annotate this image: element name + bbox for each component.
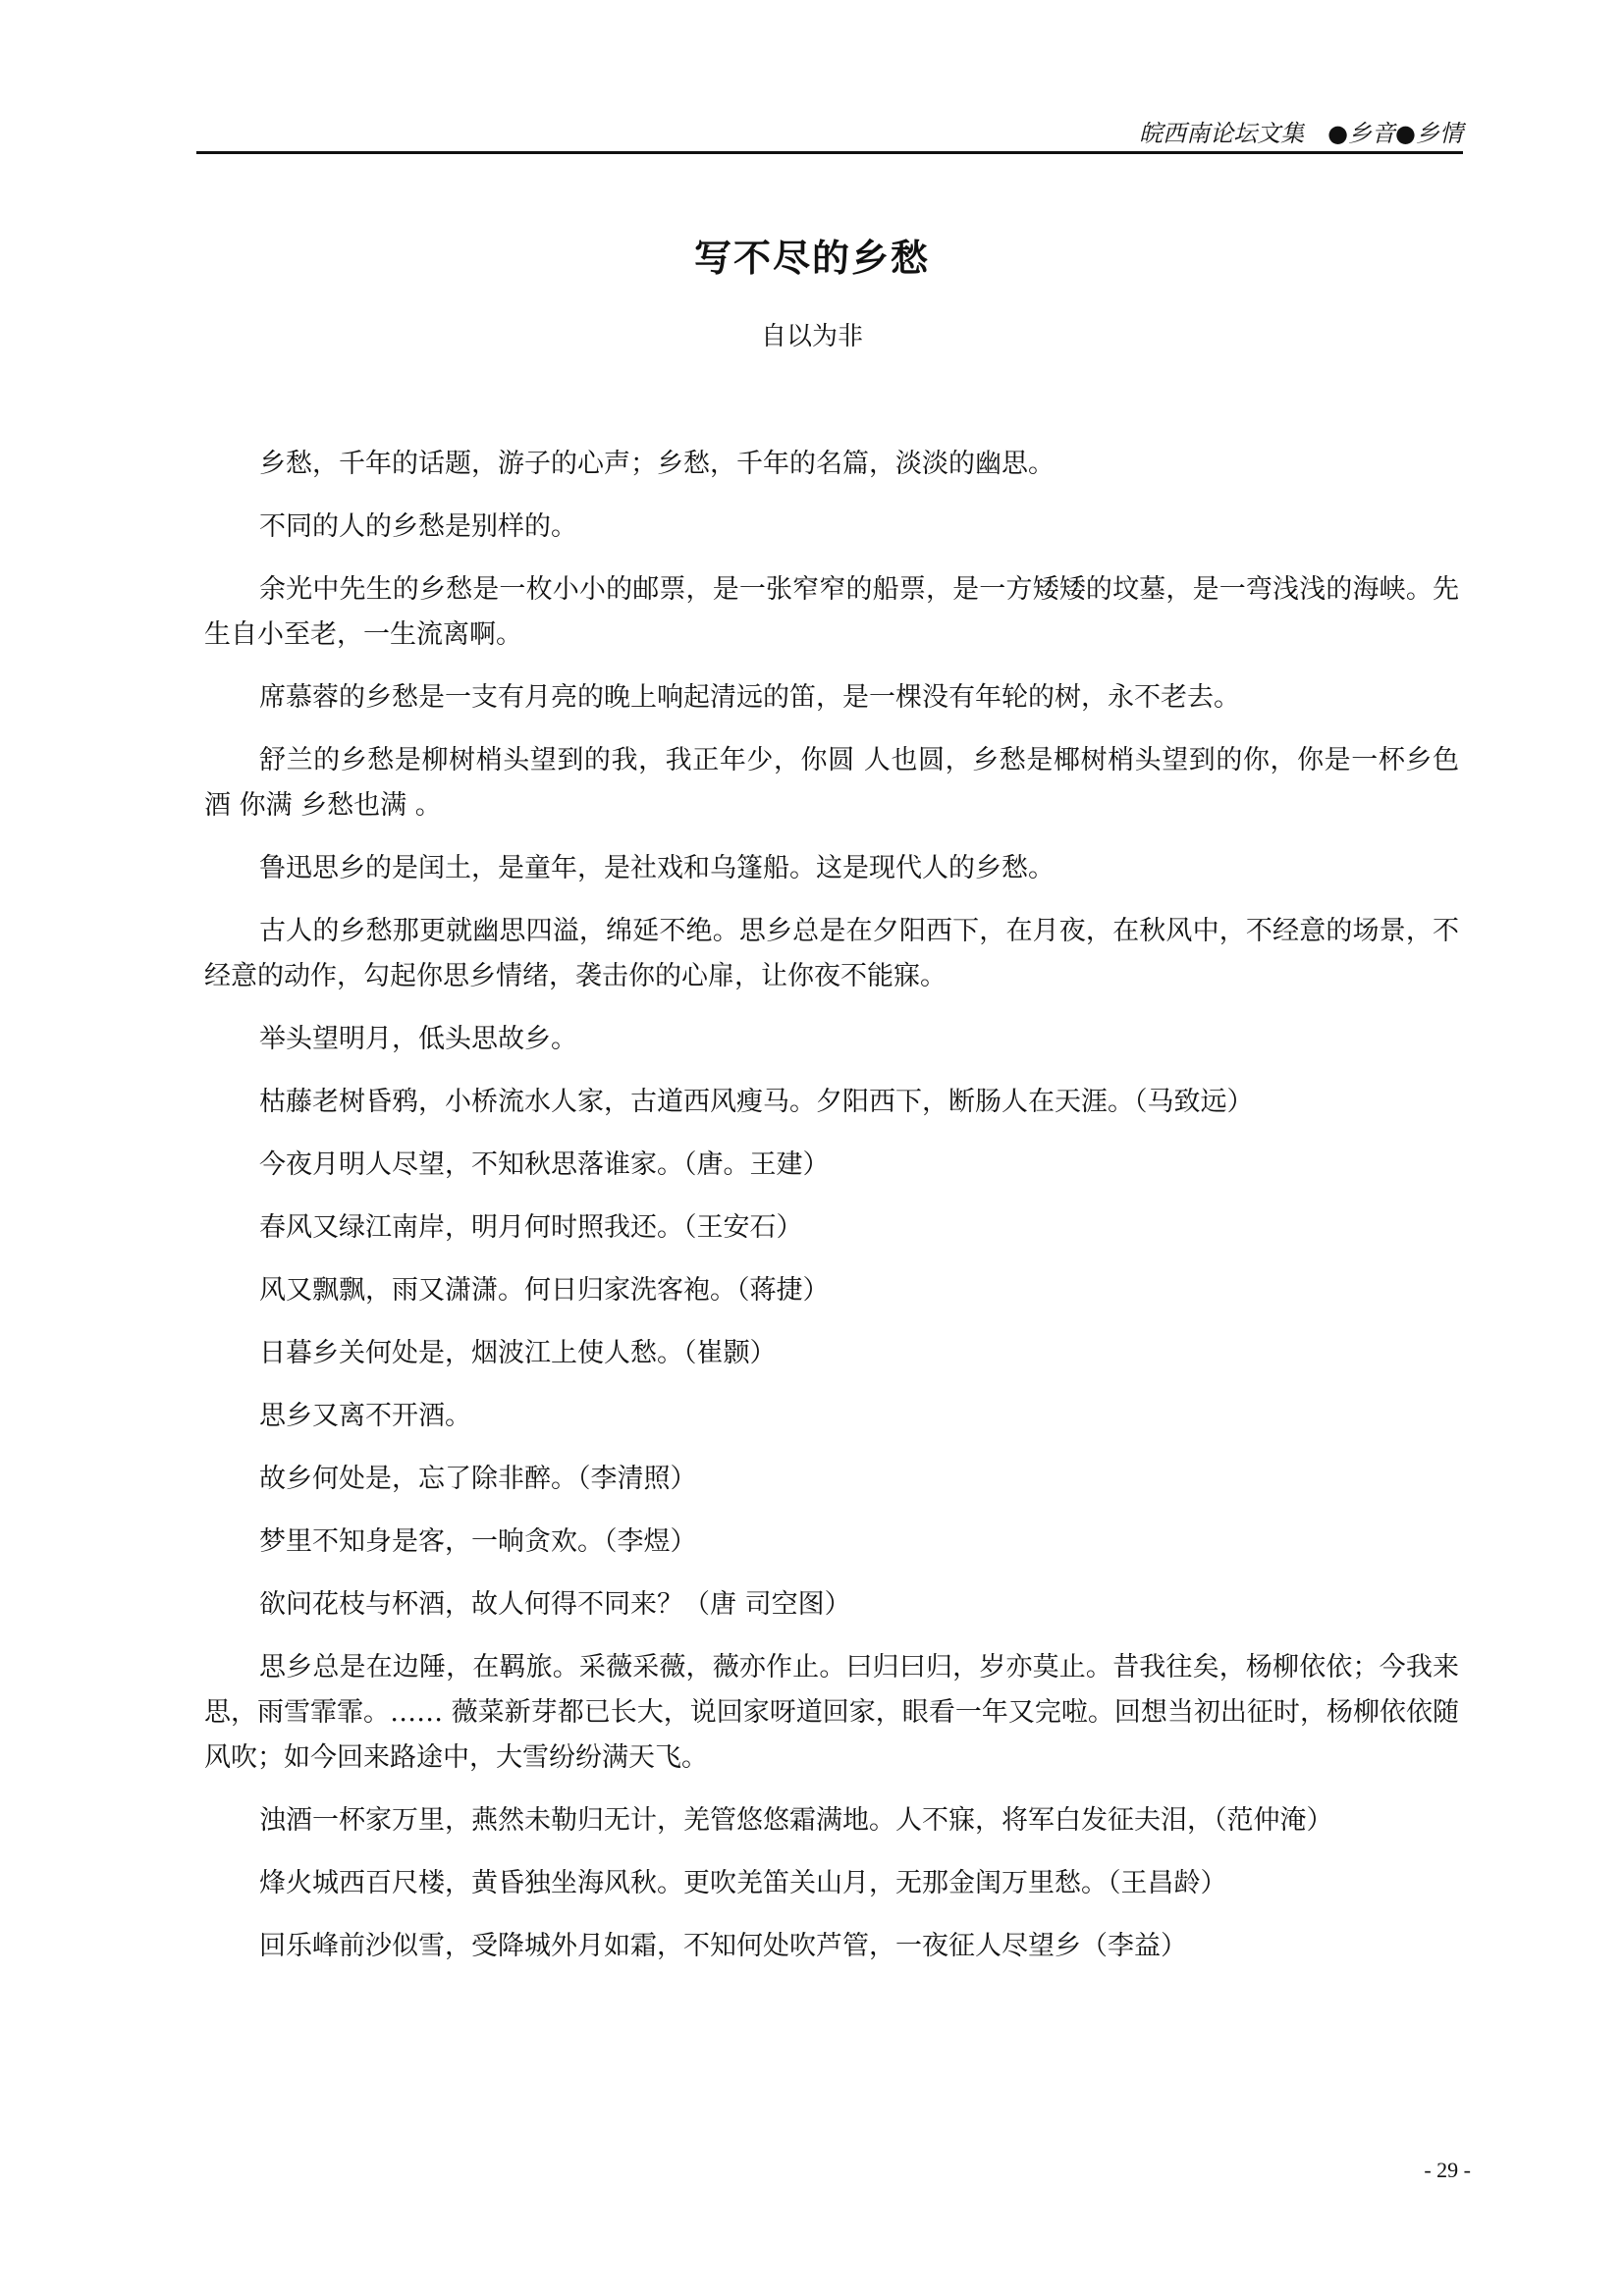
paragraph: 日暮乡关何处是，烟波江上使人愁。（崔颢）	[259, 1338, 777, 1368]
article-body	[204, 442, 1459, 1987]
paragraph: 风又飘飘，雨又潇潇。何日归家洗客袍。（蒋捷）	[259, 1275, 830, 1306]
paragraph: 古人的乡愁那更就幽思四溢，绵延不绝。思乡总是在夕阳西下，在月夜，在秋风中，不经意的场景，不经意的动作，勾起你思乡情绪，袭击你的心扉，让你夜不能寐。	[204, 916, 1459, 991]
paragraph: 不同的人的乡愁是别样的。	[259, 511, 577, 542]
paragraph: 余光中先生的乡愁是一枚小小的邮票，是一张窄窄的船票，是一方矮矮的坟墓，是一弯浅浅的海峡。先生自小至老，一生流离啊。	[204, 574, 1459, 650]
page-number: - 29 -	[1424, 2158, 1471, 2182]
article-author: 自以为非	[760, 322, 863, 351]
paragraph: 烽火城西百尺楼，黄昏独坐海风秋。更吹羌笛关山月，无那金闺万里愁。（王昌龄）	[259, 1868, 1227, 1898]
paragraph: 枯藤老树昏鸦，小桥流水人家，古道西风瘦马。夕阳西下，断肠人在天涯。（马致远）	[259, 1087, 1254, 1117]
header-text: 皖西南论坛文集 ●乡音●乡情	[1139, 120, 1463, 147]
paragraph: 举头望明月，低头思故乡。	[259, 1024, 577, 1054]
paragraph: 思乡又离不开酒。	[259, 1401, 471, 1431]
paragraph: 乡愁，千年的话题，游子的心声；乡愁，千年的名篇，淡淡的幽思。	[259, 449, 1055, 479]
paragraph: 思乡总是在边陲，在羁旅。采薇采薇，薇亦作止。曰归曰归，岁亦莫止。昔我往矣，杨柳依依；今我来思，雨雪霏霏。…… 薇菜新芽都已长大，说回家呀道回家，眼看一年又完啦。回想当初出征时，杨柳依依随风吹；如今回来路途中，大雪纷纷满天飞。	[204, 1652, 1459, 1773]
paragraph: 席慕蓉的乡愁是一支有月亮的晚上响起清远的笛，是一棵没有年轮的树，永不老去。	[259, 682, 1240, 713]
running-header	[196, 112, 1463, 154]
paragraph: 欲问花枝与杯酒，故人何得不同来？（唐 司空图）	[259, 1589, 851, 1620]
article-title: 写不尽的乡愁	[693, 236, 930, 280]
paragraph: 鲁迅思乡的是闰土，是童年，是社戏和乌篷船。这是现代人的乡愁。	[259, 853, 1055, 883]
paragraph: 今夜月明人尽望，不知秋思落谁家。（唐。王建）	[259, 1149, 830, 1180]
paragraph: 浊酒一杯家万里，燕然未勒归无计，羌管悠悠霜满地。人不寐，将军白发征夫泪，（范仲淹）	[259, 1805, 1333, 1836]
paragraph: 回乐峰前沙似雪，受降城外月如霜，不知何处吹芦管，一夜征人尽望乡（李益）	[259, 1931, 1187, 1961]
paragraph: 故乡何处是，忘了除非醉。（李清照）	[259, 1464, 697, 1494]
paragraph: 舒兰的乡愁是柳树梢头望到的我，我正年少，你圆 人也圆，乡愁是椰树梢头望到的你，你是一杯乡色酒 你满 乡愁也满 。	[204, 745, 1459, 821]
paragraph: 春风又绿江南岸，明月何时照我还。（王安石）	[259, 1212, 803, 1243]
paragraph: 梦里不知身是客，一晌贪欢。（李煜）	[259, 1526, 697, 1557]
